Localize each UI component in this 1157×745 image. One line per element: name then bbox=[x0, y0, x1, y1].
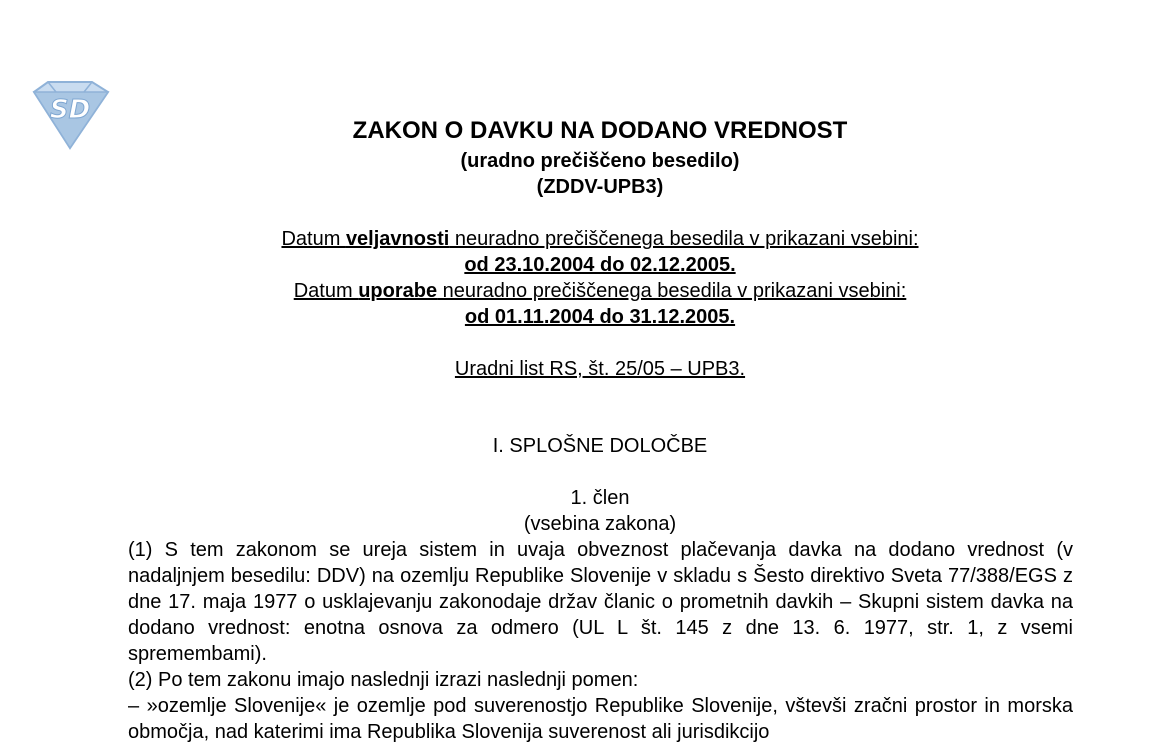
article-body bbox=[128, 537, 1073, 745]
page-subtitle: (uradno prečiščeno besedilo) bbox=[460, 150, 740, 172]
article-title: (vsebina zakona) bbox=[523, 513, 677, 535]
logo-letters: SD bbox=[49, 95, 91, 125]
paragraph: (2) Po tem zakonu imajo naslednji izrazi naslednji pomen: bbox=[128, 669, 639, 691]
usage-suffix: neuradno prečiščenega besedila v prikazani vsebini: bbox=[437, 280, 907, 302]
usage-line bbox=[0, 278, 1157, 304]
validity-range: od 23.10.2004 do 02.12.2005. bbox=[464, 254, 736, 276]
validity-bold: veljavnosti bbox=[345, 228, 450, 250]
gazette-reference: Uradni list RS, št. 25/05 – UPB3. bbox=[454, 358, 746, 380]
chapter-heading: I. SPLOŠNE DOLOČBE bbox=[492, 435, 708, 457]
validity-line bbox=[0, 226, 1157, 252]
page-title: ZAKON O DAVKU NA DODANO VREDNOST bbox=[352, 117, 848, 144]
article-number: 1. člen bbox=[570, 487, 630, 509]
law-abbreviation: (ZDDV-UPB3) bbox=[536, 176, 664, 198]
validity-prefix: Datum bbox=[281, 228, 346, 250]
paragraph: – »ozemlje Slovenije« je ozemlje pod suverenostjo Republike Slovenije, vštevši zračni prostor in morska območja, nad katerimi ima Republika Slovenija suverenost ali jurisdikcijo bbox=[128, 695, 1073, 743]
validity-suffix: neuradno prečiščenega besedila v prikazani vsebini: bbox=[449, 228, 919, 250]
usage-bold: uporabe bbox=[358, 280, 438, 302]
usage-prefix: Datum bbox=[293, 280, 359, 302]
paragraph: (1) S tem zakonom se ureja sistem in uvaja obveznost plačevanja davka na dodano vrednost (v nadaljnjem besedilu: DDV) na ozemlju Republike Slovenije v skladu s Šesto direktivo Sveta 77/388/EGS z dne 17. maja 1977 o usklajevanju zakonodaje držav članic o prometnih davkih – Skupni sistem davka na dodano vrednost: enotna osnova za odmero (UL L št. 145 z dne 13. 6. 1977, str. 1, z vsemi spremembami). bbox=[128, 539, 1073, 665]
usage-range: od 01.11.2004 do 31.12.2005. bbox=[464, 306, 736, 328]
